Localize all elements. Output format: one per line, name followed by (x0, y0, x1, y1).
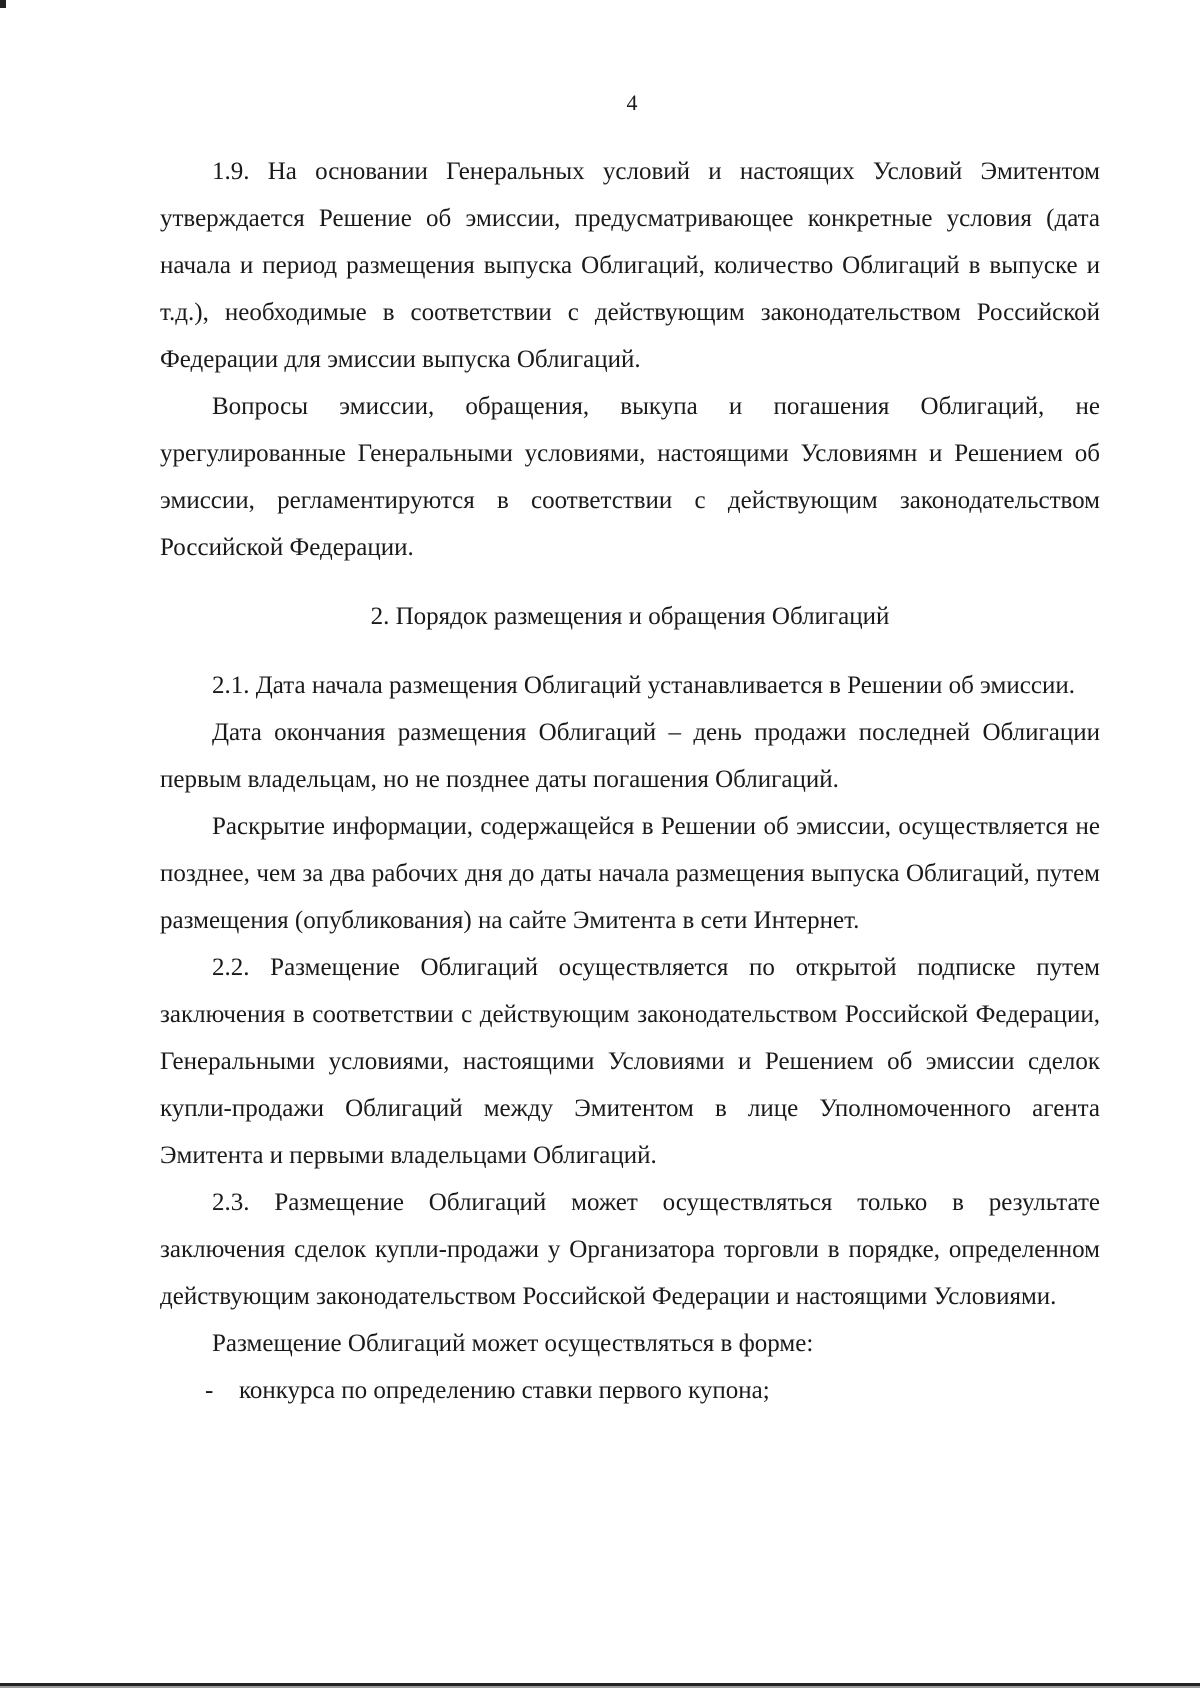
paragraph-2-1: 2.1. Дата начала размещения Облигаций устанавливается в Решении об эмиссии. (212, 672, 1075, 699)
scan-corner-mark (0, 0, 6, 8)
paragraph-disclosure: Раскрытие информации, содержащейся в Решении об эмиссии, осуществляется не позднее, чем за два рабочих дня до даты начала размещения выпуска Облигаций, путем размещения (опубликования) на сайте Эмитента в сети Интернет. (160, 813, 1100, 934)
document-body (160, 148, 1100, 1414)
paragraph-form: Размещение Облигаций может осуществляться в форме: (212, 1330, 814, 1357)
list-item-text: конкурса по определению ставки первого купона; (239, 1377, 770, 1404)
scan-bottom-border-shadow (0, 1686, 1200, 1688)
paragraph-2-3: 2.3. Размещение Облигаций может осуществляться только в результате заключения сделок купли-продажи у Организатора торговли в порядке, определенном действующим законодательством Российской Федерации и настоящими Условиями. (160, 1189, 1100, 1310)
paragraph-end-date: Дата окончания размещения Облигаций – день продажи последней Облигации первым владельцам, но не позднее даты погашения Облигаций. (160, 719, 1100, 793)
list-marker: - (205, 1377, 214, 1404)
paragraph-2-2: 2.2. Размещение Облигаций осуществляется по открытой подписке путем заключения в соответствии с действующим законодательством Российской Федерации, Генеральными условиями, настоящими Условиями и Решением об эмиссии сделок купли-продажи Облигаций между Эмитентом в лице Уполномоченного агента Эмитента и первыми владельцами Облигаций. (160, 954, 1100, 1169)
page-number: 4 (626, 90, 638, 115)
section-heading: 2. Порядок размещения и обращения Облигаций (370, 603, 890, 630)
list-item (160, 1367, 1100, 1414)
paragraph-1-9: 1.9. На основании Генеральных условий и настоящих Условий Эмитентом утверждается Решение об эмиссии, предусматривающее конкретные условия (дата начала и период размещения выпуска Облигаций, количество Облигаций в выпуске и т.д.), необходимые в соответствии с действующим законодательством Российской Федерации для эмиссии выпуска Облигаций. (160, 158, 1100, 373)
paragraph-questions: Вопросы эмиссии, обращения, выкупа и погашения Облигаций, не урегулированные Генеральными условиями, настоящими Условиямн и Решением об эмиссии, регламентируются в соответствии с действующим законодательством Российской Федерации. (160, 393, 1100, 561)
